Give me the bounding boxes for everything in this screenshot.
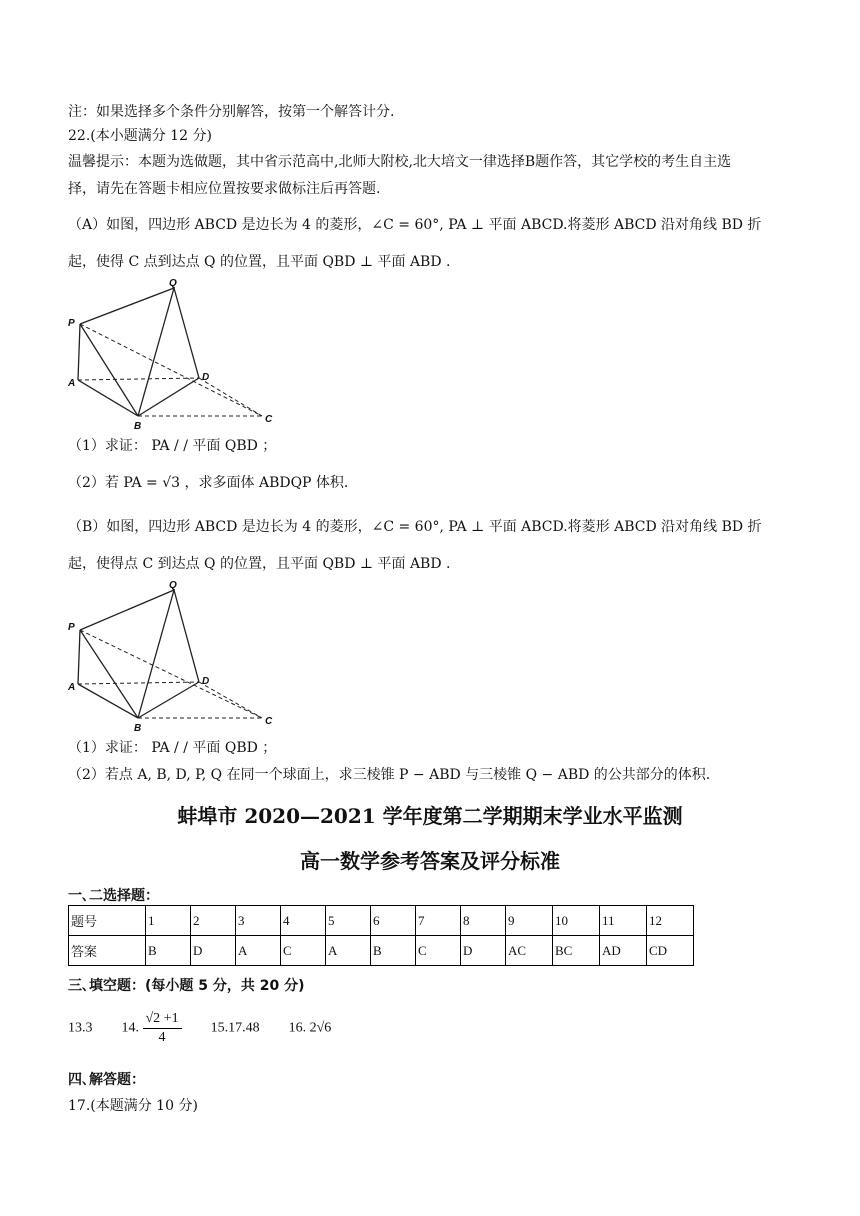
- table-cell: 11: [600, 906, 647, 936]
- section-choice-heading: 一､二选择题：: [68, 888, 159, 904]
- q22b-part1: （1）求证： PA / / 平面 QBD ；: [68, 740, 277, 756]
- table-cell: CD: [647, 936, 694, 966]
- answer-16: 16. 2√6: [288, 1020, 332, 1036]
- label-a: A: [68, 378, 76, 389]
- table-cell: 8: [461, 906, 506, 936]
- section-solve-heading: 四､解答题：: [68, 1072, 145, 1088]
- table-cell: B: [371, 936, 416, 966]
- q22-head: 22.(本小题满分 12 分): [68, 128, 212, 144]
- answer-15: 15.17.48: [210, 1020, 260, 1036]
- table-cell: 6: [371, 906, 416, 936]
- fill-answers: [68, 1010, 331, 1047]
- table-cell: BC: [553, 936, 600, 966]
- q22a-line2: 起，使得 C 点到达点 Q 的位置，且平面 QBD ⊥ 平面 ABD .: [68, 254, 451, 270]
- label-b: B: [134, 723, 142, 734]
- table-header-cell: 题号: [69, 906, 146, 936]
- label-d: D: [202, 372, 210, 383]
- table-cell: 4: [281, 906, 326, 936]
- table-cell: D: [461, 936, 506, 966]
- table-cell: 5: [326, 906, 371, 936]
- table-cell: AC: [506, 936, 553, 966]
- figure-b: [66, 578, 278, 738]
- answer-table: [68, 905, 694, 966]
- label-q: Q: [169, 580, 177, 591]
- q22b-part2: （2）若点 A, B, D, P, Q 在同一个球面上，求三棱锥 P − ABD 与三棱锥 Q − ABD 的公共部分的体积.: [68, 767, 711, 783]
- table-cell: 9: [506, 906, 553, 936]
- table-cell: 12: [647, 906, 694, 936]
- table-header-cell: 答案: [69, 936, 146, 966]
- table-cell: AD: [600, 936, 647, 966]
- answer-14-fraction: [143, 1010, 182, 1047]
- table-cell: 1: [146, 906, 191, 936]
- table-cell: C: [416, 936, 461, 966]
- label-b: B: [134, 421, 142, 432]
- table-cell: C: [281, 936, 326, 966]
- label-p: P: [68, 622, 75, 633]
- note-line: 注：如果选择多个条件分别解答，按第一个解答计分.: [68, 104, 395, 120]
- q22a-part2: （2）若 PA = √3 ，求多面体 ABDQP 体积.: [68, 475, 349, 491]
- table-cell: 10: [553, 906, 600, 936]
- label-c: C: [265, 716, 273, 727]
- table-cell: B: [146, 936, 191, 966]
- q22b-line2: 起，使得点 C 到达点 Q 的位置，且平面 QBD ⊥ 平面 ABD .: [68, 556, 451, 572]
- label-p: P: [68, 318, 75, 329]
- fraction-numerator: √2 +1: [143, 1010, 182, 1029]
- answer-13: 13.3: [68, 1020, 93, 1036]
- table-cell: 3: [236, 906, 281, 936]
- table-row: [69, 936, 694, 966]
- q17-head: 17.(本题满分 10 分): [68, 1098, 198, 1114]
- answer-title-1: 蚌埠市 2020—2021 学年度第二学期期末学业水平监测: [177, 804, 683, 828]
- q22a-line1: （A）如图，四边形 ABCD 是边长为 4 的菱形，∠C = 60°, PA ⊥ 平面 ABCD.将菱形 ABCD 沿对角线 BD 折: [68, 217, 762, 233]
- label-c: C: [265, 414, 273, 425]
- table-cell: 7: [416, 906, 461, 936]
- fraction-denominator: 4: [158, 1030, 166, 1045]
- q22a-part1: （1）求证： PA / / 平面 QBD ；: [68, 438, 277, 454]
- table-cell: D: [191, 936, 236, 966]
- q22-tip-line1: 温馨提示：本题为选做题，其中省示范高中,北师大附校,北大培文一律选择B题作答，其它学校的考生自主选: [68, 154, 732, 170]
- section-fill-heading: 三､填空题：(每小题 5 分，共 20 分): [68, 978, 305, 994]
- q22-tip-line2: 择，请先在答题卡相应位置按要求做标注后再答题.: [68, 181, 381, 197]
- table-row: [69, 906, 694, 936]
- table-cell: A: [236, 936, 281, 966]
- label-d: D: [202, 676, 210, 687]
- table-cell: 2: [191, 906, 236, 936]
- answer-14-prefix: 14.: [121, 1020, 139, 1036]
- label-a: A: [68, 682, 76, 693]
- table-cell: A: [326, 936, 371, 966]
- q22b-line1: （B）如图，四边形 ABCD 是边长为 4 的菱形，∠C = 60°, PA ⊥ 平面 ABCD.将菱形 ABCD 沿对角线 BD 折: [68, 519, 762, 535]
- label-q: Q: [169, 278, 177, 289]
- answer-title-2: 高一数学参考答案及评分标准: [300, 849, 560, 873]
- figure-a: [66, 276, 278, 436]
